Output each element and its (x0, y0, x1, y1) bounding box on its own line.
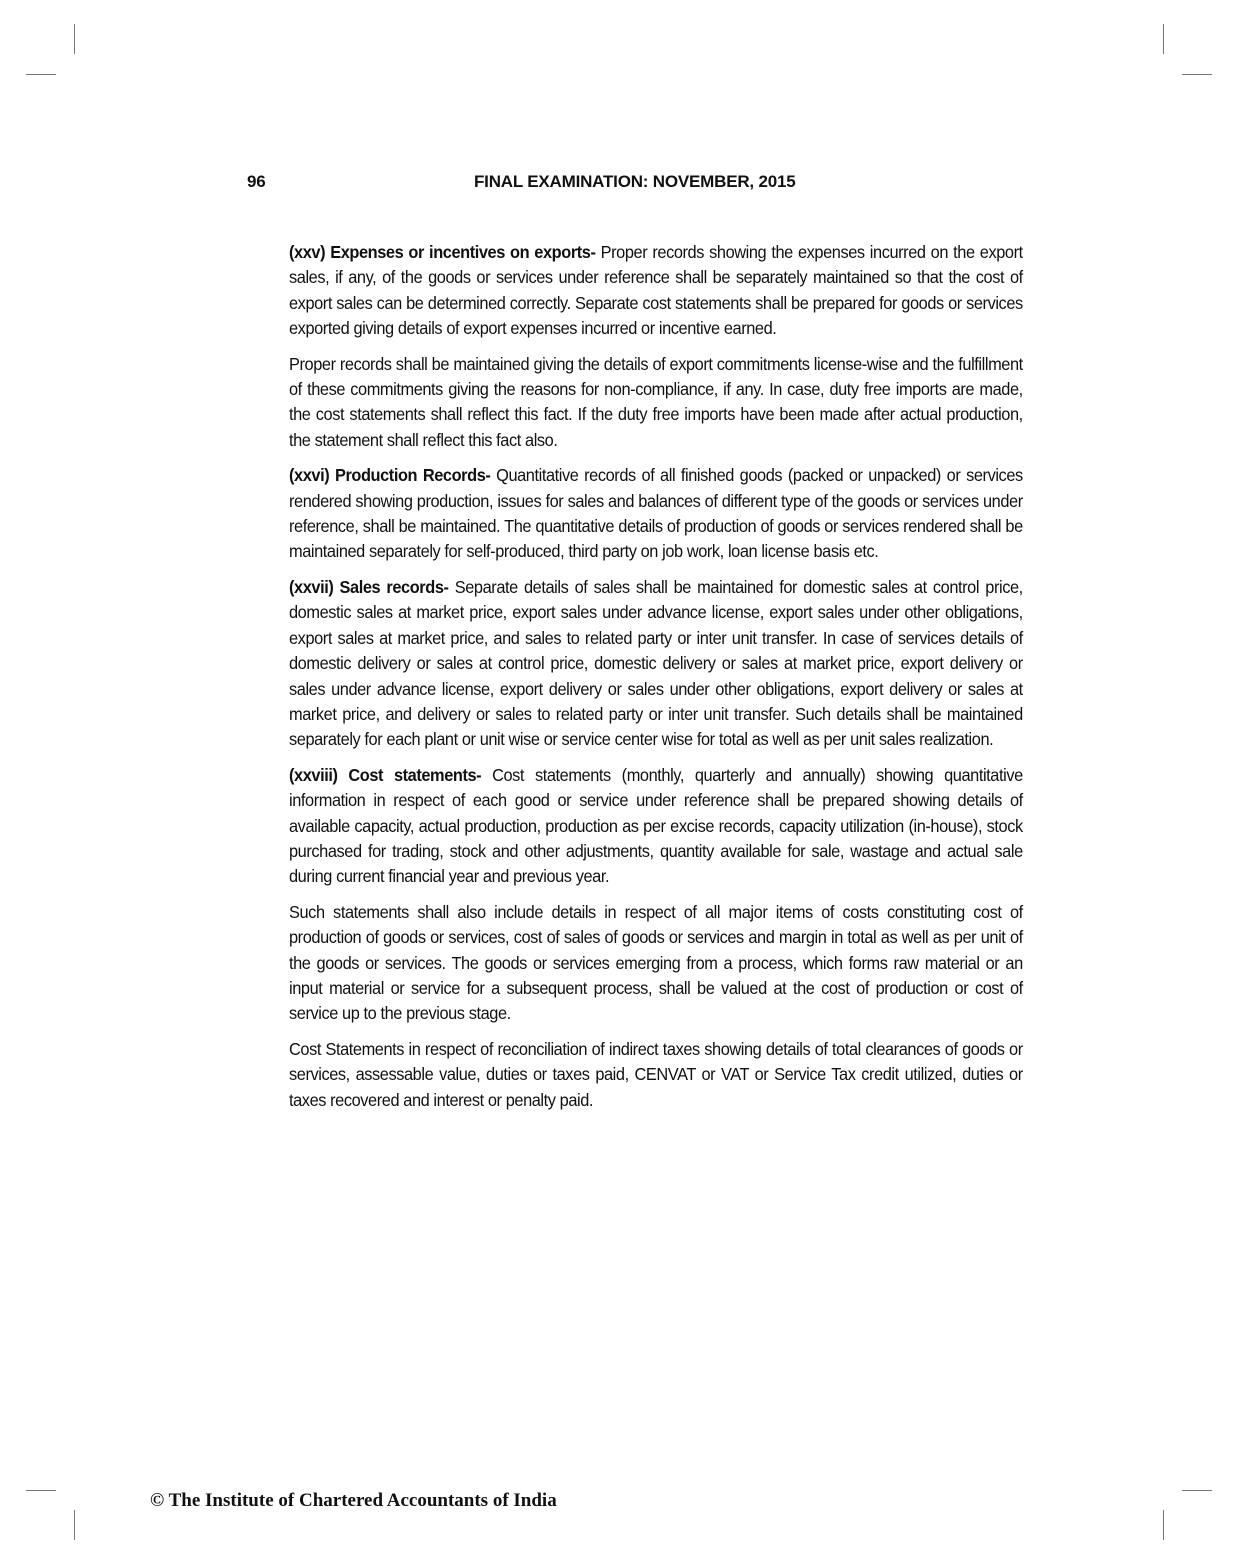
paragraph-heading: (xxvii) Sales records- (289, 576, 449, 597)
crop-mark-bottom-left-h (26, 1490, 56, 1491)
paragraph-xxvii (289, 575, 1023, 753)
crop-mark-top-left-h (26, 74, 56, 75)
paragraph-text: Cost Statements in respect of reconciliation of indirect taxes showing details of total clearances of goods or services, assessable value, duties or taxes paid, CENVAT or VAT or Service Tax credit utilized, duties or taxes recovered and interest or penalty paid. (289, 1038, 1023, 1110)
footer-copyright: © The Institute of Chartered Accountants of India (150, 1490, 557, 1511)
paragraph-xxv (289, 240, 1023, 342)
paragraph-text: Quantitative records of all finished goods (packed or unpacked) or services rendered showing production, issues for sales and balances of different type of the goods or services under reference, shall be maintained. The quantitative details of production of goods or services rendered shall be maintained separately for self-produced, third party on job work, loan license basis etc. (289, 465, 1023, 562)
paragraph-text: Proper records shall be maintained giving the details of export commitments license-wise and the fulfillment of these commitments giving the reasons for non-compliance, if any. In case, duty free imports are made, the cost statements shall reflect this fact. If the duty free imports have been made after actual production, the statement shall reflect this fact also. (289, 353, 1023, 450)
crop-mark-bottom-left (74, 1510, 75, 1540)
paragraph-text: Separate details of sales shall be maintained for domestic sales at control price, domestic sales at market price, export sales under advance license, export sales under other obligations, export sales at market price, and sales to related party or inter unit transfer. In case of services details of domestic delivery or sales at control price, domestic delivery or sales at market price, export delivery or sales under advance license, export delivery or sales under other obligations, export delivery or sales at market price, and delivery or sales to related party or inter unit transfer. Such details shall be maintained separately for each plant or unit wise or service center wise for total as well as per unit sales realization. (289, 576, 1023, 750)
page-number: 96 (247, 172, 266, 191)
paragraph-statements-details (289, 900, 1023, 1027)
paragraph-export-commitments (289, 352, 1023, 454)
paragraph-heading: (xxvi) Production Records- (289, 465, 491, 486)
crop-mark-bottom-right-h (1182, 1490, 1212, 1491)
crop-mark-top-left (74, 24, 75, 54)
paragraph-heading: (xxviii) Cost statements- (289, 764, 482, 785)
running-head-title: FINAL EXAMINATION: NOVEMBER, 2015 (474, 172, 796, 191)
paragraph-indirect-taxes (289, 1037, 1023, 1113)
crop-mark-top-right (1163, 24, 1164, 54)
body-text (289, 240, 1023, 1123)
paragraph-text: Such statements shall also include details in respect of all major items of costs constituting cost of production of goods or services, cost of sales of goods or services and margin in total as well as per unit of the goods or services. The goods or services emerging from a process, which forms raw material or an input material or service for a subsequent process, shall be valued at the cost of production or cost of service up to the previous stage. (289, 901, 1023, 1024)
paragraph-xxvi (289, 463, 1023, 565)
paragraph-text: Cost statements (monthly, quarterly and annually) showing quantitative information in respect of each good or service under reference shall be prepared showing details of available capacity, actual production, production as per excise records, capacity utilization (in-house), stock purchased for trading, stock and other adjustments, quantity available for sale, wastage and actual sale during current financial year and previous year. (289, 764, 1023, 887)
paragraph-text: Proper records showing the expenses incurred on the export sales, if any, of the goods or services under reference shall be separately maintained so that the cost of export sales can be determined correctly. Separate cost statements shall be prepared for goods or services exported giving details of export expenses incurred or incentive earned. (289, 242, 1023, 339)
paragraph-xxviii (289, 763, 1023, 890)
crop-mark-bottom-right (1163, 1510, 1164, 1540)
paragraph-heading: (xxv) Expenses or incentives on exports- (289, 242, 596, 262)
crop-mark-top-right-h (1182, 74, 1212, 75)
